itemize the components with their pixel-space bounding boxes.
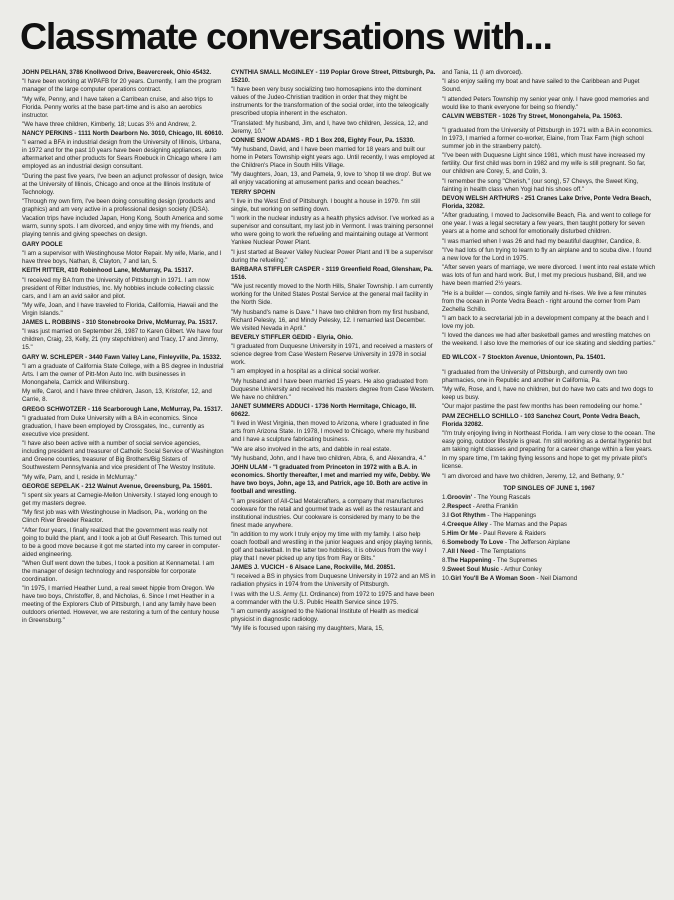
classmate-paragraph: "I also enjoy sailing my boat and have sailed to the Caribbean and Puget Sound. — [442, 78, 640, 94]
classmate-paragraph: "We are also involved in the arts, and dabble in real estate. — [231, 445, 392, 453]
single-artist: - The Temptations — [475, 547, 526, 555]
classmate-heading: KEITH RITTER, 410 Robinhood Lane, McMurray, Pa. 15317. — [22, 267, 194, 275]
classmate-paragraph: "I am employed in a hospital as a clinical social worker. — [231, 368, 381, 376]
classmate-paragraph: "After seven years of marriage, we were divorced. I went into real estate which was lots of fun and hard work. But, I met my precious husband, Bill, and we have been married 2½ years. — [442, 264, 656, 288]
classmate-paragraph: "I live in the West End of Pittsburgh. I bought a house in 1979. I'm still single, but working on settling down. — [231, 198, 420, 214]
top-singles-title: TOP SINGLES OF JUNE 1, 1967 — [503, 484, 595, 492]
classmate-heading: GARY POOLE — [22, 240, 63, 248]
classmate-heading: GARY W. SCHLEPER - 3440 Fawn Valley Lane, Finleyville, Pa. 15332. — [22, 353, 222, 361]
classmate-paragraph: "I attended Peters Township my senior year only. I have good memories and would like to thank everyone for being so friendly." — [442, 95, 649, 111]
single-title: Somebody To Love — [447, 538, 504, 546]
classmate-paragraph: "I remember the song "Cherish," (our song), 57 Chevys, the Sweet King, fainting in health class when Yogi had his shoes off." — [442, 177, 639, 193]
classmate-paragraph: "My wife, Pam, and I, reside in McMurray." — [22, 473, 138, 481]
classmate-heading: BARBARA STIFFLER CASPER - 3119 Greenfield Road, Glenshaw, Pa. 1516. — [231, 265, 433, 281]
classmate-paragraph: "I received a BS in physics from Duquesne University in 1972 and an MS in radiation physics in 1974 from the University of Pittsburgh. — [231, 573, 436, 589]
classmate-paragraph: "My first job was with Westinghouse in Madison, Pa., working on the Clinch River Breeder Reactor. — [22, 509, 208, 525]
classmate-paragraph: "He is a builder — condos, single family and hi-rises. We live a few minutes from the ocean in Ponte Vedra Beach - right around the corner from Pam Zechella Schillo. — [442, 289, 647, 313]
classmate-paragraph: "I've been with Duquesne Light since 1981, which must have increased my fertility. Our first child was born in 1982 and my wife is still pregnant. So far, our children are Corey, 5, and Colin, 3. — [442, 152, 646, 176]
single-rank: 10. — [442, 574, 451, 582]
classmate-paragraph: "I have been working at WPAFB for 20 years. Currently, I am the program manager of the large computer operations contract. — [22, 78, 222, 94]
classmate-paragraph: "I am a supervisor with Westinghouse Motor Repair. My wife, Marie, and I have three boys, Nathan, 8, Clayton, 7 and Ian, 5. — [22, 249, 222, 265]
classmate-heading: JAMES L. ROBBINS - 310 Stonebrooke Drive, McMurray, Pa. 15317. — [22, 319, 218, 327]
page-title: Classmate conversations with... — [20, 15, 552, 57]
classmate-paragraph: "My husband's name is Dave." I have two children from my first husband, Richard Pelesky, 16, and Mindy Pelesky, 12. I remarried last December. We visited Nevada in April." — [231, 308, 430, 332]
classmate-heading: JOHN PELHAN, 3786 Knollwood Drive, Beavercreek, Ohio 45432. — [22, 69, 212, 76]
single-rank: 7. — [442, 547, 448, 555]
classmate-paragraph: "I graduated from the University of Pittsburgh, and currently own two pharmacies, one in Republic and another in California, Pa. — [442, 368, 628, 384]
classmate-paragraph: I was with the U.S. Army (Lt. Ordinance) from 1972 to 1975 and have been a commander with the U.S. Public Health Service since 1975. — [231, 590, 435, 606]
single-item — [442, 530, 656, 538]
classmate-paragraph: "I lived in West Virginia, then moved to Arizona, where I graduated in fine arts from Arizona State. In 1978, I moved to Chicago, where my husband and I have a sculpture fabricating business. — [231, 420, 429, 444]
single-item — [442, 548, 656, 556]
single-artist: - The Young Rascals — [472, 493, 531, 501]
column-3 — [442, 69, 656, 893]
classmate-paragraph: "I am currently assigned to the National Institute of Health as medical physicist in diagnostic radiology. — [231, 608, 419, 624]
single-item — [442, 566, 656, 574]
classmate-paragraph: "We just recently moved to the North Hills, Shaler Township. I am currently working for the United States Postal Service at the general mail facility in the North Side. — [231, 283, 433, 307]
single-item — [442, 575, 656, 583]
classmate-paragraph: "I am divorced and have two children, Jeremy, 12, and Bethany, 9." — [442, 472, 624, 480]
classmate-heading: GREGG SCHWOTZER - 116 Scarborough Lane, McMurray, Pa. 15317. — [22, 405, 223, 413]
classmate-paragraph: "I am a graduate of California State College, with a BS degree in Industrial Arts. I am the owner of Pitt-Mon Auto Inc. with businesses in Monongahela, Carrick and Wilkinsburg. — [22, 363, 224, 387]
single-artist: - Arthur Conley — [499, 565, 542, 573]
classmate-paragraph: "I spent six years at Carnegie-Mellon University. I stayed long enough to get my masters degree. — [22, 492, 218, 508]
classmate-heading: JOHN ULAM - "I graduated from Princeton in 1972 with a B.A. in economics. Shortly thereafter, I met and married my wife, Debby. We have two boys, John, age 13, and Patrick, age 10. Both are active in football and wrestling. — [231, 464, 431, 496]
classmate-paragraph: "I loved the dances we had after basketball games and wrestling matches on the weekend. I also love the memories of our ice skating and sledding parties." — [442, 332, 656, 348]
classmate-paragraph: "My life is focused upon raising my daughters, Mara, 15, — [231, 625, 384, 633]
single-rank: 2. — [442, 502, 448, 510]
single-title: The Happening — [447, 556, 492, 564]
classmate-paragraph: "My wife, Penny, and I have taken a Carribean cruise, and also trips to Florida. Penny works at the base part-time and is also an aerobics instructor. — [22, 95, 213, 119]
classmate-paragraph: "After four years, I finally realized that the government was really not going to build the plant, and I took a job at Gulf Research. This turned out to be a good move because it got me started into my career in computer-aided engineering. — [22, 526, 222, 558]
classmate-paragraph: "Through my own firm, I've been doing consulting design (products and graphics) and am very active in a professional design society (IDSA). — [22, 198, 216, 214]
column-1 — [22, 69, 224, 893]
classmate-paragraph: "In addition to my work I truly enjoy my time with my family. I also help coach football and wrestling in the junior leagues and enjoy playing tennis, golf and basketball. In the latter two hobbies, it is obvious from the way I play that I never picked up any tips from Ray or Bits." — [231, 530, 433, 562]
classmate-paragraph: "When Gulf went down the tubes, I took a position at Kennametal. I am the manager of design technology and responsible for corporate coordination. — [22, 560, 215, 584]
classmate-paragraph: "My daughters, Joan, 13, and Pamela, 9, love to 'shop til we drop'. But we all enjoy vacationing at amusement parks and ocean beaches." — [231, 171, 432, 187]
classmate-paragraph: Vacation trips have included Japan, Hong Kong, South America and some warm, sunny spots. I am divorced, and enjoy time with my friends, and playing tennis and giving speeches on design. — [22, 215, 223, 239]
column-2 — [231, 69, 436, 893]
classmate-heading: CONNIE SNOW ADAMS - RD 1 Box 208, Eighty Four, Pa. 15330. — [231, 136, 415, 144]
single-artist: - The Happenings — [485, 511, 537, 519]
classmate-paragraph: "My husband and I have been married 15 years. He also graduated from Duquesne University and received his masters degree from Case Western. We have no children." — [231, 377, 435, 401]
classmate-paragraph: "My wife, Joan, and I have traveled to Florida, California, Hawaii and the Virgin Islands." — [22, 301, 219, 317]
classmate-paragraph: "I'm truly enjoying living in Northeast Florida. I am very close to the ocean. The easy going, outdoor lifestyle is great. I'm still working as a dental hygenist but am taking night classes and preparing for a career change within a few years. — [442, 429, 656, 453]
classmate-heading: JANET SUMMERS ADDUCI - 1736 North Hermitage, Chicago, Ill. 60622. — [231, 403, 417, 419]
classmate-paragraph: "In 1975, I married Heather Lund, a real sweet hippie from Oregon. We have two boys, Christoffer, 8, and Nicholas, 6. Since I met Heather in a meeting of the Explorers Club of Pittsburgh, I and any family have been outdoors oriented. However, we are restoring a turn of the century house in Greensburg." — [22, 585, 220, 625]
single-title: Respect — [447, 502, 472, 510]
single-item — [442, 512, 656, 520]
single-rank: 6. — [442, 538, 448, 546]
classmate-heading: JAMES J. VUCICH - 6 Alsace Lane, Rockville, Md. 20851. — [231, 564, 396, 572]
classmate-paragraph: "I have been very busy socializing two homosapiens into the dominent values of the Judeo-Christian tradition in order that they might be instruments for the transformation of the social order, into the teleogically prescribed utopia inherent in the eschaton. — [231, 86, 429, 118]
classmate-paragraph: "I've had lots of fun trying to learn to fly an airplane and to scuba dive. I found a new love for the Lord in 1975. — [442, 246, 652, 262]
single-rank: 5. — [442, 529, 448, 537]
single-item — [442, 503, 656, 511]
classmate-paragraph: "I received my BA from the University of Pittsburgh in 1971. I am now president of Ritter Industries, Inc. My hobbies include collecting classic cars, and I am an avid sailor and pilot. — [22, 276, 214, 300]
classmate-paragraph: "After graduating, I moved to Jacksonville Beach, Fla. and went to college for one year. I was a legal secretary a few years, then taught pottery for seven years at a home and school for emotionally disturbed children. — [442, 212, 652, 236]
classmate-paragraph: "My husband, David, and I have been married for 18 years and built our home in Peters Township eight years ago. Until recently, I was employed at the Children's Place in South Hills Village. — [231, 146, 435, 170]
single-rank: 1. — [442, 493, 448, 501]
classmate-paragraph: "I was married when I was 26 and had my beautiful daughter, Candice, 8. — [442, 237, 641, 245]
classmate-paragraph: "I have also been active with a number of social service agencies, including president and treasurer of Catholic Social Service of Washington and Greene counties, treasurer of Big Brothers/Big Sisters of Southwestern Pennsylvania and vice president of The Westoy Institute. — [22, 440, 224, 472]
single-rank: 3. — [442, 511, 448, 519]
single-artist: - The Jefferson Airplane — [503, 538, 570, 546]
classmate-heading: ED WILCOX - 7 Stockton Avenue, Uniontown, Pa. 15401. — [442, 354, 606, 362]
classmate-heading: BEVERLY STIFFLER GEDID - Elyria, Ohio. — [231, 333, 353, 341]
classmate-paragraph: "My wife, Rose, and I, have no children, but do have two cats and two dogs to keep us busy. — [442, 386, 654, 402]
classmate-paragraph: "I am president of All-Clad Metalcrafters, a company that manufactures cookware for the retail and gourmet trade as well as the restaurant and institutional industries. Our cookware is considered by many to be the finest made anywhere. — [231, 497, 424, 529]
classmate-paragraph: "My husband, John, and I have two children, Abra, 6, and Alexandra, 4." — [231, 454, 427, 462]
single-title: Groovin' — [447, 493, 473, 501]
classmate-paragraph: "I was just married on September 26, 1987 to Karen Gilbert. We have four children, Craig, 23, Kelly, 21 (my stepchildren) and Tracy, 17 and Jimmy, 15." — [22, 328, 223, 352]
classmate-paragraph: "We have three children, Kimberly, 18; Lucas 3½ and Andrew, 2. — [22, 120, 197, 128]
classmate-heading: CALVIN WEBSTER - 1026 Try Street, Monongahela, Pa. 15063. — [442, 112, 623, 120]
classmate-paragraph: "I graduated from Duke University with a BA in economics. Since graduation, I have been employed by Crossgates, Inc., currently as executive vice president. — [22, 414, 205, 438]
single-artist: - The Mamas and the Papas — [487, 520, 567, 528]
classmate-heading: DEVON WELSH ARTHURS - 251 Cranes Lake Drive, Ponte Vedra Beach, Florida, 32082. — [442, 195, 651, 211]
classmate-paragraph: My wife, Carol, and I have three children, Jason, 13, Kristofer, 12, and Carrie, 8. — [22, 388, 212, 404]
top-singles-list — [442, 494, 656, 583]
classmate-heading: GEORGE SEPELAK - 212 Walnut Avenue, Greensburg, Pa. 15601. — [22, 482, 213, 490]
single-title: Girl You'll Be A Woman Soon — [450, 574, 535, 582]
single-title: All I Need — [447, 547, 476, 555]
single-artist: - The Supremes — [491, 556, 538, 564]
classmate-paragraph: "During the past five years, I've been an adjunct professor of design, twice at the University of Illinois, Chicago and once at the Illinois Institute of Technology. — [22, 172, 224, 196]
classmate-paragraph: "I graduated from the University of Pittsburgh in 1971 with a BA in economics. In 1973, I married a former co-worker, Elaine, from Trax Farm (high school summer job in the strawberry patch). — [442, 127, 653, 151]
classmate-heading: NANCY PERKINS - 1111 North Dearborn No. 3010, Chicago, Ill. 60610. — [22, 130, 224, 138]
classmate-heading: TERRY SPOHN — [231, 188, 276, 196]
classmate-paragraph: "I graduated from Duquesne University in 1971, and received a masters of science degree from Case Western Reserve University in 1978 in social work. — [231, 343, 433, 367]
single-title: Sweet Soul Music — [447, 565, 499, 573]
classmate-paragraph: "I just started at Beaver Valley Nuclear Power Plant and I'll be a supervisor during the refueling." — [231, 248, 434, 264]
classmate-heading: PAM ZECHELLO SCHILLO - 103 Sanchez Court, Ponte Vedra Beach, Florida 32082. — [442, 412, 640, 428]
classmate-paragraph: "Translated: My husband, Jim, and I, have two children, Jessica, 12, and Jeremy, 10." — [231, 119, 428, 135]
single-title: Creeque Alley — [447, 520, 488, 528]
single-rank: 4. — [442, 520, 448, 528]
classmate-paragraph: In my spare time, I'm taking flying lessons and hope to get my private pilot's license. — [442, 455, 648, 471]
single-item — [442, 521, 656, 529]
single-rank: 8. — [442, 556, 448, 564]
single-title: I Got Rhythm — [447, 511, 486, 519]
classmate-paragraph: "I earned a BFA in industrial design from the University of Illinois, Urbana, in 1972 and for the past 10 years have been designing appliances, auto aftermarket and other products for Sears Roebuck in Chicago where I am employed as an industrial design consultant. — [22, 139, 222, 171]
single-artist: - Neil Diamond — [534, 574, 578, 582]
single-rank: 9. — [442, 565, 448, 573]
single-item — [442, 539, 656, 547]
single-item — [442, 557, 656, 565]
single-artist: - Paul Revere & Raiders — [477, 529, 546, 537]
single-item — [442, 494, 656, 502]
classmate-paragraph: "I work in the nuclear industry as a health physics advisor. I've worked as a supervisor and consultant, my last job in Vermont. I was training personnel who were going to work the refueling and maintaining outage at Vermont Yankee Nuclear Power Plant. — [231, 215, 435, 247]
single-title: Him Or Me — [447, 529, 478, 537]
classmate-paragraph: and Tania, 11 (I am divorced). — [442, 69, 523, 76]
classmate-paragraph: "I am back to a secretarial job in a development company at the beach and I love my job. — [442, 314, 649, 330]
single-artist: - Aretha Franklin — [471, 502, 518, 510]
classmate-paragraph: "Our major pastime the past few months has been remodeling our home." — [442, 403, 642, 411]
classmate-heading: CYNTHIA SMALL McGINLEY - 119 Poplar Grove Street, Pittsburgh, Pa. 15210. — [231, 69, 436, 84]
column-3-entries — [442, 69, 656, 481]
